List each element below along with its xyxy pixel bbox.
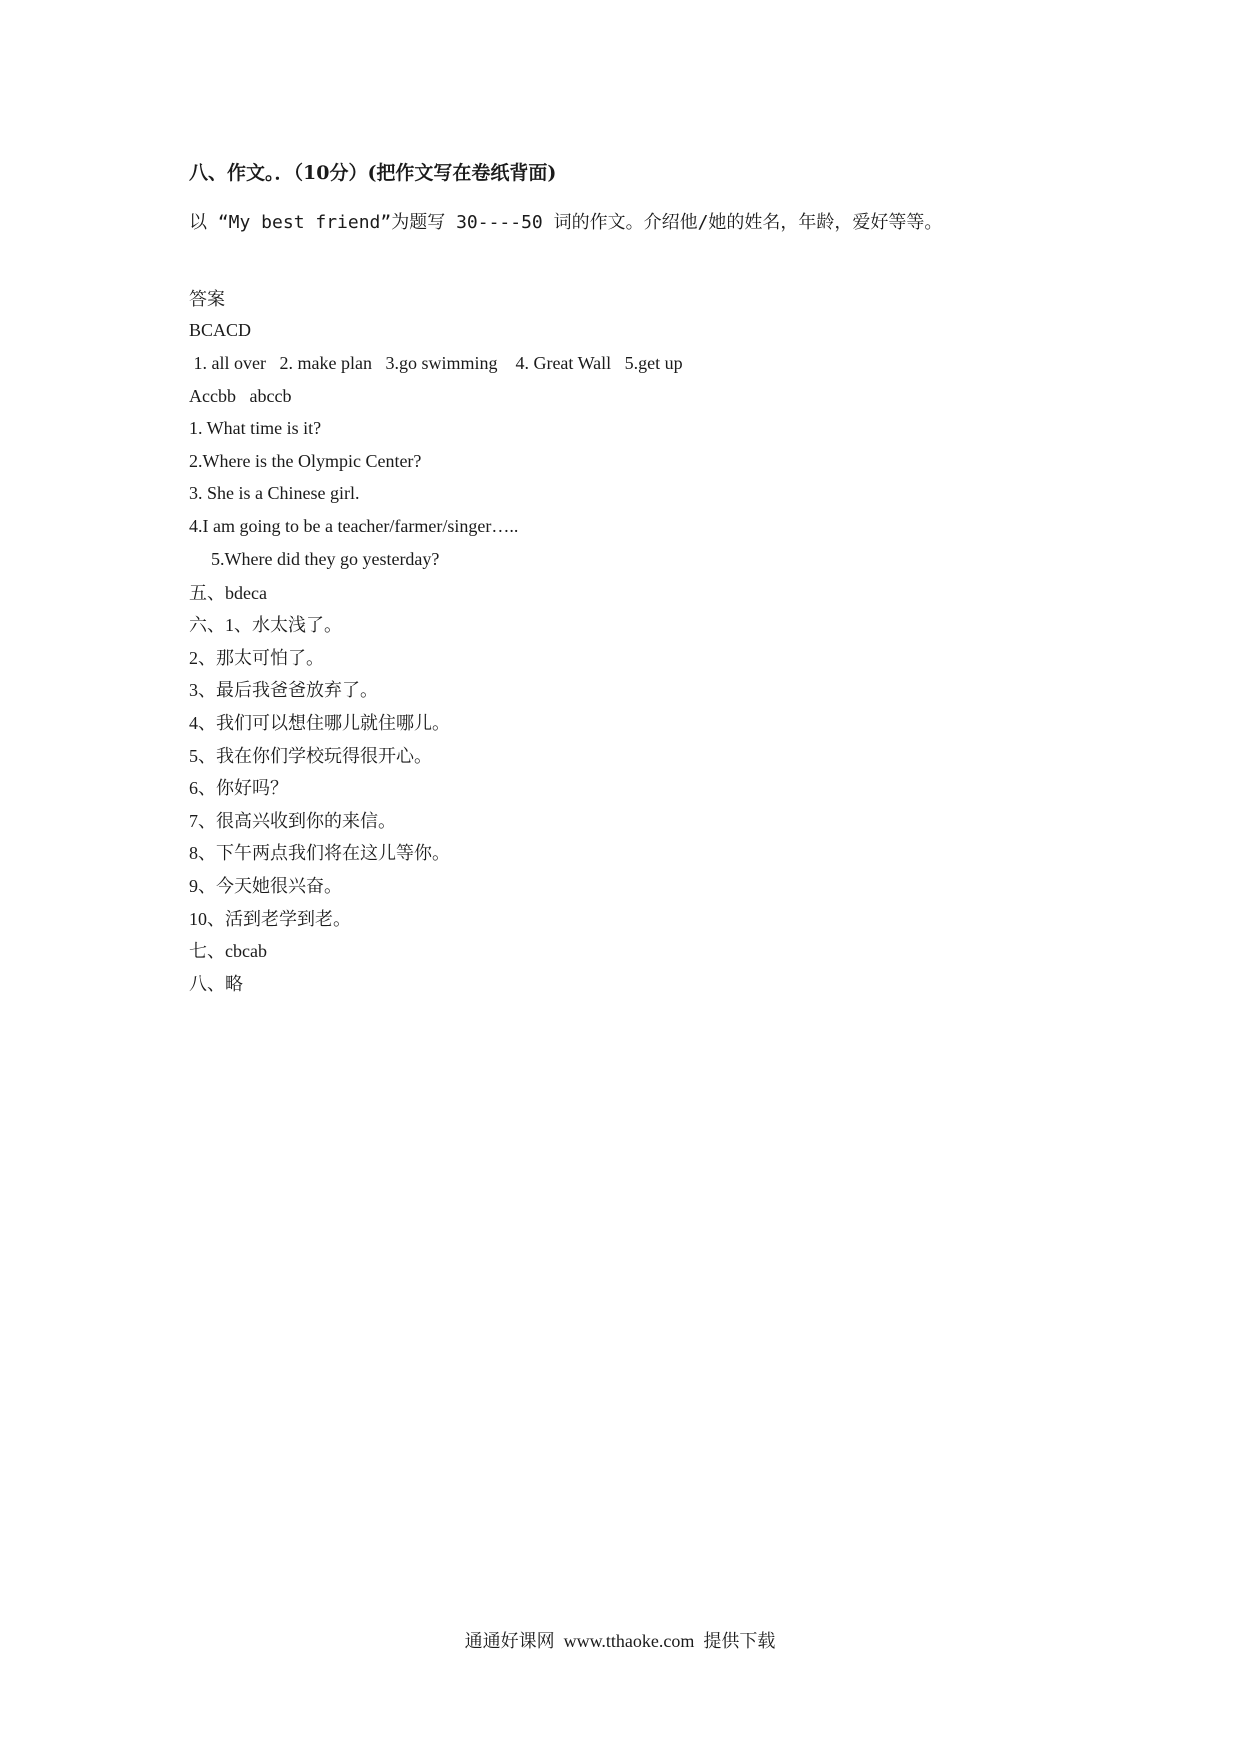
answer-line: 5.Where did they go yesterday? (211, 548, 440, 569)
answer-line: 4.I am going to be a teacher/farmer/singer….. (189, 515, 519, 536)
answer-line: 3. She is a Chinese girl. (189, 483, 360, 504)
answer-line: 1. all over 2. make plan 3.go swimming 4. Great Wall 5.get up (189, 352, 683, 373)
essay-prompt: 以 “My best friend”为题写 30----50 词的作文。介绍他/她的姓名，年龄，爱好等等。 (189, 212, 943, 233)
answer-line: BCACD (189, 320, 252, 341)
answer-line: 五、bdeca (189, 582, 267, 603)
answer-key-title: 答案 (189, 289, 225, 310)
answer-line: 5、我在你们学校玩得很开心。 (189, 745, 432, 766)
answer-line: 七、cbcab (189, 941, 267, 962)
answer-line: 1. What time is it? (189, 418, 322, 439)
answer-line: 2.Where is the Olympic Center? (189, 450, 422, 471)
answer-line: 2、那太可怕了。 (189, 647, 324, 668)
answer-line: 9、今天她很兴奋。 (189, 875, 342, 896)
answer-line: 8、下午两点我们将在这儿等你。 (189, 843, 450, 864)
answer-line: 3、最后我爸爸放弃了。 (189, 680, 378, 701)
answer-line: 10、活到老学到老。 (189, 908, 351, 929)
answer-line: 4、我们可以想住哪儿就住哪儿。 (189, 713, 450, 734)
answer-key (189, 282, 683, 999)
answer-line: 六、1、水太浅了。 (189, 615, 342, 636)
answer-line: Accbb abccb (189, 385, 292, 406)
essay-section-heading: 八、作文。．（10分）(把作文写在卷纸背面) (189, 162, 557, 184)
answer-line: 6、你好吗？ (189, 778, 288, 799)
page-footer: 通通好课网 www.tthaoke.com 提供下载 (464, 1631, 776, 1651)
answer-line: 八、略 (189, 973, 243, 994)
answer-line: 7、很高兴收到你的来信。 (189, 810, 396, 831)
